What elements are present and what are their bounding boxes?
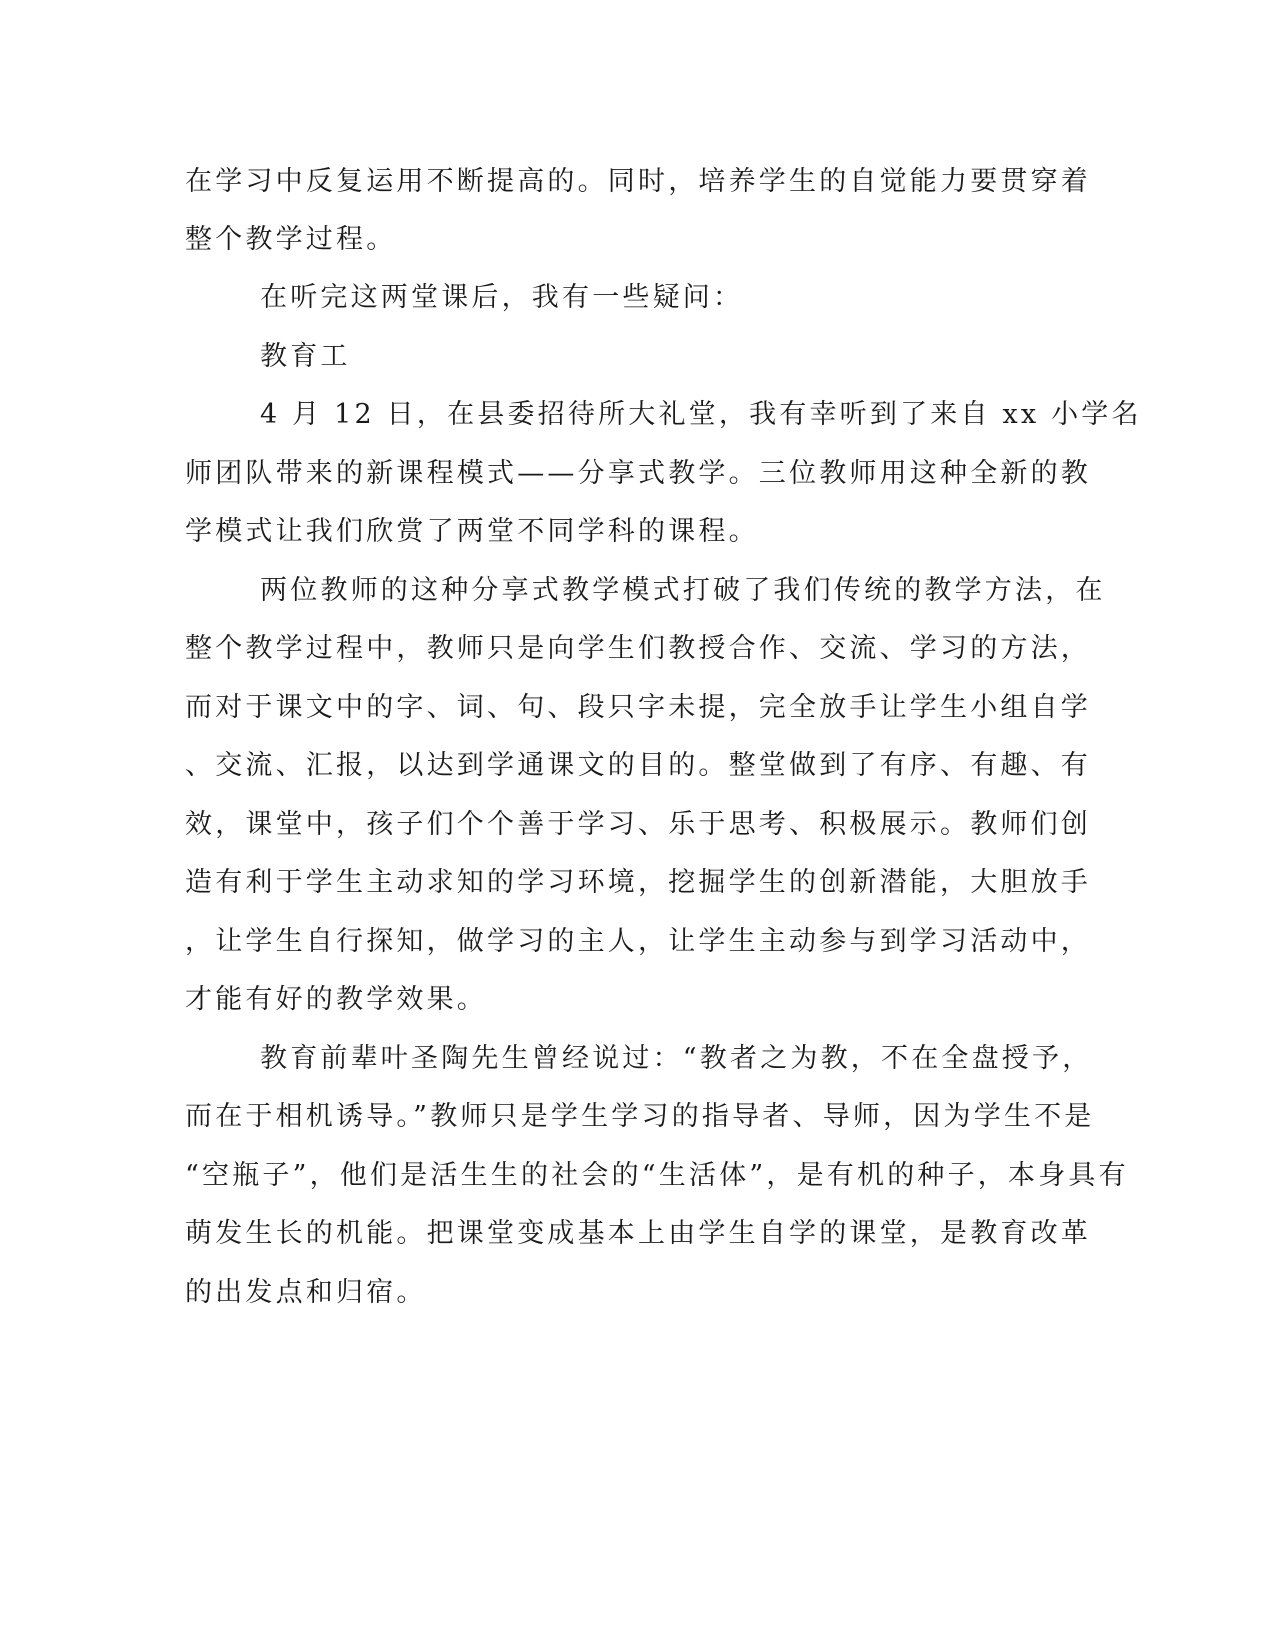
text-line: 整个教学过程中，教师只是向学生们教授合作、交流、学习的方法， <box>185 633 1091 664</box>
text-line: 而在于相机诱导。”教师只是学生学习的指导者、导师，因为学生不是 <box>185 1101 1095 1132</box>
text-line: 师团队带来的新课程模式——分享式教学。三位教师用这种全新的教 <box>185 458 1091 489</box>
text-line: 两位教师的这种分享式教学模式打破了我们传统的教学方法，在 <box>260 575 1106 606</box>
text-line: 学模式让我们欣赏了两堂不同学科的课程。 <box>185 516 759 547</box>
text-line: 4 月 12 日，在县委招待所大礼堂，我有幸听到了来自 xx 小学名 <box>260 399 1142 430</box>
text-line: 而对于课文中的字、词、句、段只字未提，完全放手让学生小组自学 <box>185 692 1091 723</box>
text-line: 在学习中反复运用不断提高的。同时，培养学生的自觉能力要贯穿着 <box>185 166 1091 197</box>
text-line: 的出发点和归宿。 <box>185 1277 427 1308</box>
text-line: 教育前辈叶圣陶先生曾经说过：“教者之为教，不在全盘授予， <box>260 1043 1093 1074</box>
text-line: 教育工 <box>260 341 351 372</box>
text-line: 整个教学过程。 <box>185 224 397 255</box>
text-line: “空瓶子”，他们是活生生的社会的“生活体”，是有机的种子，本身具有 <box>185 1160 1129 1191</box>
text-line: 在听完这两堂课后，我有一些疑问： <box>260 282 744 313</box>
text-line: 萌发生长的机能。把课堂变成基本上由学生自学的课堂，是教育改革 <box>185 1218 1091 1249</box>
text-line: 造有利于学生主动求知的学习环境，挖掘学生的创新潜能，大胆放手 <box>185 867 1091 898</box>
text-line: ，让学生自行探知，做学习的主人，让学生主动参与到学习活动中， <box>185 926 1091 957</box>
text-line: 、交流、汇报，以达到学通课文的目的。整堂做到了有序、有趣、有 <box>185 750 1091 781</box>
text-line: 才能有好的教学效果。 <box>185 984 487 1015</box>
text-line: 效，课堂中，孩子们个个善于学习、乐于思考、积极展示。教师们创 <box>185 809 1091 840</box>
